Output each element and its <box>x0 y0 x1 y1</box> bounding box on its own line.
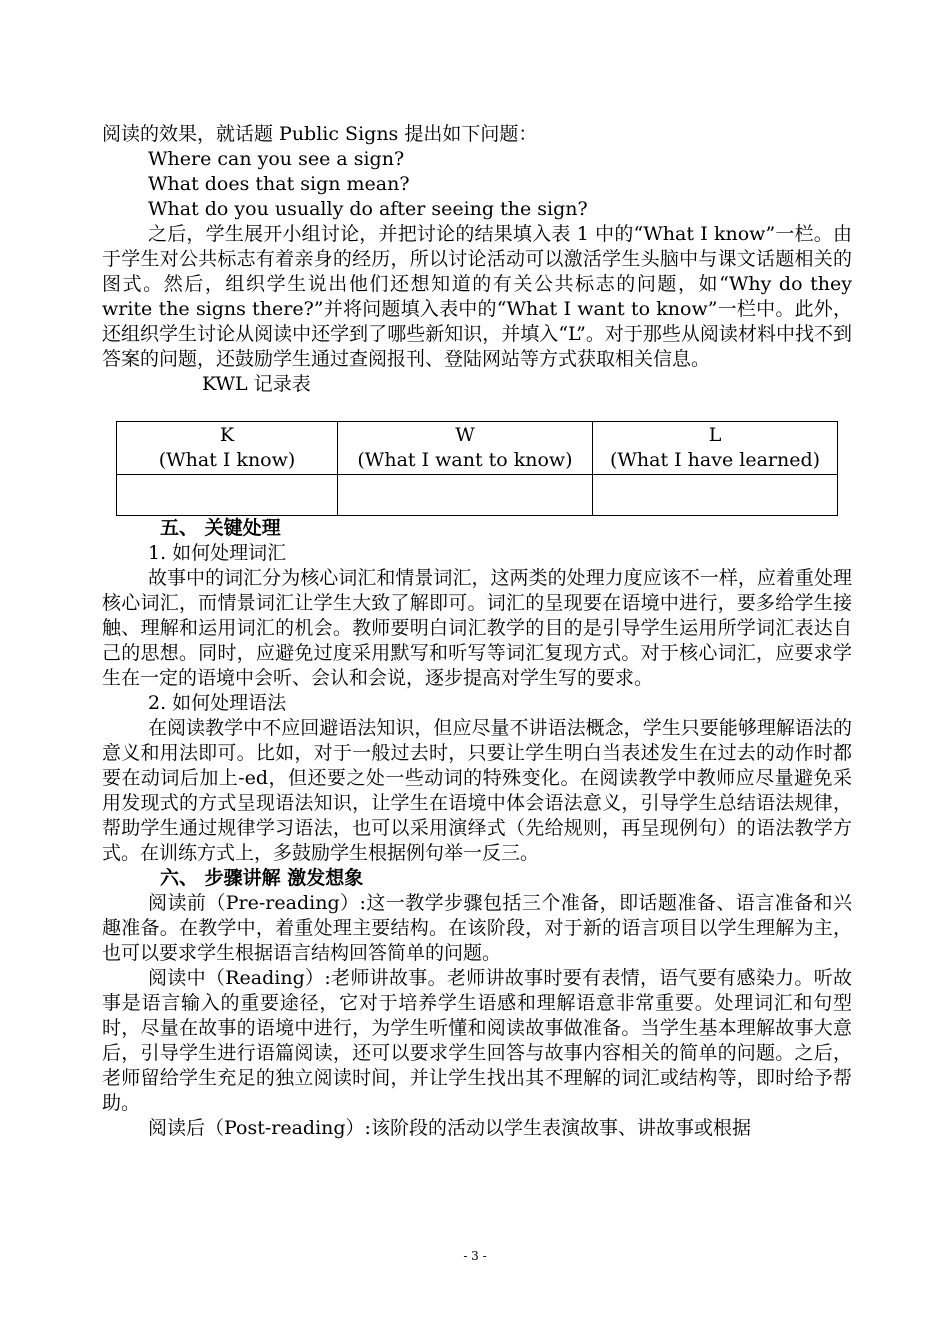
table-header-row <box>117 422 838 475</box>
header-cell-w <box>338 422 593 475</box>
page-number: - 3 - <box>463 1249 487 1263</box>
paragraph: Where can you see a sign? <box>148 148 405 170</box>
paragraph: 阅读后（Post-reading）:该阶段的活动以学生表演故事、讲故事或根据 <box>148 1117 751 1139</box>
kwl-table <box>116 421 838 516</box>
paragraph: 阅读的效果，就话题 Public Signs 提出如下问题： <box>102 123 538 145</box>
header-cell-k <box>117 422 338 475</box>
paragraph: 在阅读教学中不应回避语法知识，但应尽量不讲语法概念，学生只要能够理解语法的意义和用法即可。比如，对于一般过去时，只要让学生明白当表述发生在过去的动作时都要在动词后加上-ed，但还要之处一些动词的特殊变化。在阅读教学中教师应尽量避免采用发现式的方式呈现语法知识，让学生在语境中体会语法意义，引导学生总结语法规律，帮助学生通过规律学习语法，也可以采用演绎式（先给规则，再呈现例句）的语法教学方式。在训练方式上，多鼓励学生根据例句举一反三。 <box>102 717 852 864</box>
paragraph: 阅读中（Reading）:老师讲故事。老师讲故事时要有表情，语气要有感染力。听故事是语言输入的重要途径，它对于培养学生语感和理解语意非常重要。处理词汇和句型时，尽量在故事的语境中进行，为学生听懂和阅读故事做准备。当学生基本理解故事大意后，引导学生进行语篇阅读，还可以要求学生回答与故事内容相关的简单的问题。之后，老师留给学生充足的独立阅读时间，并让学生找出其不理解的词汇或结构等，即时给予帮助。 <box>102 967 852 1114</box>
table-caption: KWL 记录表 <box>202 373 311 395</box>
table-row <box>117 475 838 516</box>
main-section <box>102 516 852 1141</box>
header-letter: K <box>219 424 235 446</box>
paragraph: 阅读前（Pre-reading）:这一教学步骤包括三个准备，即话题准备、语言准备和兴趣准备。在教学中，着重处理主要结构。在该阶段，对于新的语言项目以学生理解为主，也可以要求学生根据语言结构回答简单的问题。 <box>102 892 852 964</box>
section-heading: 六、 步骤讲解 激发想象 <box>160 867 364 889</box>
kwl-table-wrapper <box>116 421 838 516</box>
paragraph: 之后，学生展开小组讨论，并把讨论的结果填入表 1 中的“What I know”一栏。由于学生对公共标志有着亲身的经历，所以讨论活动可以激活学生头脑中与课文话题相关的图式。然后，组织学生说出他们还想知道的有关公共标志的问题，如“Why do they write the signs there?”并将问题填入表中的“What I want to know”一栏中。此外，还组织学生讨论从阅读中还学到了哪些新知识，并填入“L”。对于那些从阅读材料中找不到答案的问题，还鼓励学生通过查阅报刊、登陆网站等方式获取相关信息。 <box>102 223 852 370</box>
header-desc: (What I have learned) <box>609 449 821 471</box>
header-cell-l <box>593 422 838 475</box>
document-body <box>102 122 852 1141</box>
header-desc: (What I know) <box>158 449 296 471</box>
header-letter: W <box>455 424 475 446</box>
paragraph: 2. 如何处理语法 <box>148 692 287 714</box>
paragraph: 故事中的词汇分为核心词汇和情景词汇，这两类的处理力度应该不一样，应着重处理核心词汇，而情景词汇让学生大致了解即可。词汇的呈现要在语境中进行，要多给学生接触、理解和运用词汇的机会。教师要明白词汇教学的目的是引导学生运用所学词汇表达自己的思想。同时，应避免过度采用默写和听写等词汇复现方式。对于核心词汇，应要求学生在一定的语境中会听、会认和会说，逐步提高对学生写的要求。 <box>102 567 852 689</box>
paragraph: What do you usually do after seeing the sign? <box>148 198 588 220</box>
header-desc: (What I want to know) <box>357 449 573 471</box>
intro-section <box>102 122 852 372</box>
paragraph: What does that sign mean? <box>148 173 410 195</box>
table-cell <box>117 475 338 516</box>
header-letter: L <box>708 424 722 446</box>
table-cell <box>338 475 593 516</box>
section-heading: 五、 关键处理 <box>160 517 281 539</box>
paragraph: 1. 如何处理词汇 <box>148 542 287 564</box>
table-cell <box>593 475 838 516</box>
